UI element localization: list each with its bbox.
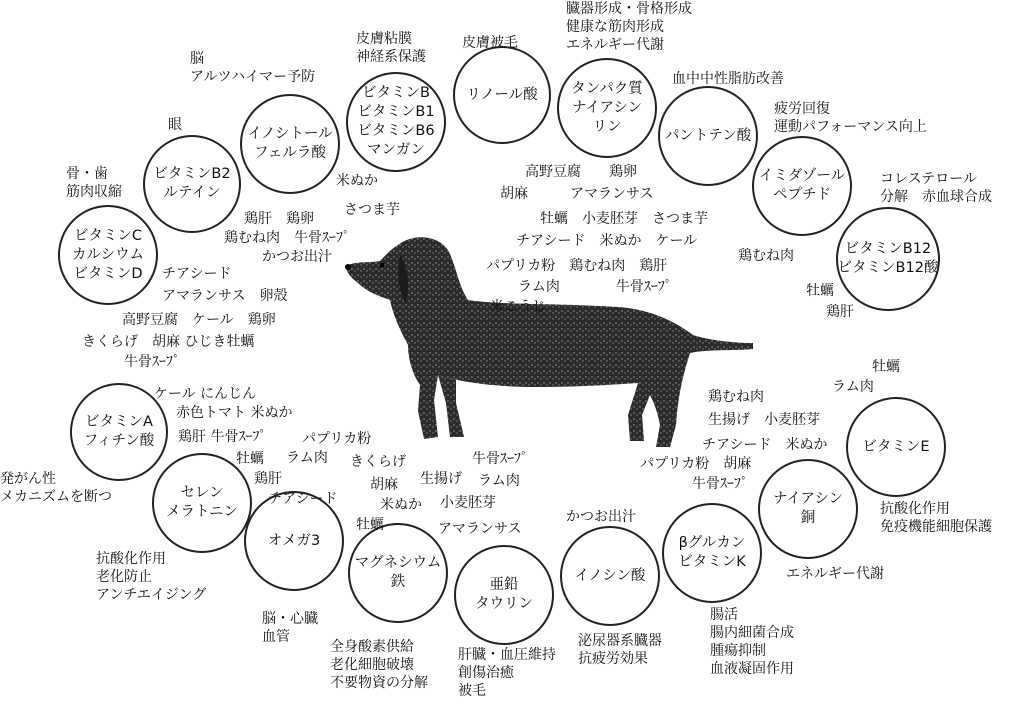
benefit-text: 腸内細菌合成 [710, 625, 794, 641]
food-text: アマランサス [438, 521, 522, 537]
benefit-text: 皮膚被毛 [462, 35, 518, 51]
benefit-text: 血中中性脂肪改善 [672, 71, 784, 87]
food-source-label [236, 450, 264, 468]
benefit-text: 血管 [262, 629, 290, 645]
benefit-text: 骨・歯 [66, 166, 108, 182]
nutrient-name: ビタミンB6 [357, 123, 435, 139]
food-source-label [540, 210, 708, 228]
food-source-label [440, 494, 496, 512]
nutrient-name: ナイアシン [772, 491, 844, 507]
benefit-note-selenium-melatonin [96, 550, 206, 604]
benefit-text: 眼 [168, 117, 182, 133]
food-source-label [708, 388, 764, 406]
benefit-note-vitamin-e [880, 500, 992, 536]
nutrient-name: イノシトール [247, 126, 333, 142]
food-text: 米こうじ [490, 299, 546, 315]
nutrient-name: 鉄 [390, 574, 406, 590]
benefit-text: 抗酸化作用 [96, 551, 166, 567]
food-text: 鶏肝 牛骨ｽｰﾌﾟ [178, 429, 267, 445]
food-source-label [344, 201, 400, 219]
nutrient-name: ビタミンC [73, 227, 143, 244]
food-text: 胡麻 アマランサス [500, 186, 654, 202]
benefit-note-inosinic-acid [578, 632, 662, 668]
food-text: 鶏むね肉 牛骨ｽｰﾌﾟ [224, 230, 350, 246]
nutrient-circle-zinc-taurine [454, 545, 554, 645]
nutrient-circle-pantothenic-acid [658, 86, 758, 186]
benefit-text: 肝臓・血圧維持 [458, 647, 556, 663]
benefit-text: 発がん性 [0, 471, 56, 487]
nutrient-name: タンパク質 [571, 80, 643, 97]
nutrient-name: ビタミンB12 [844, 241, 932, 257]
nutrient-name: フィチン酸 [83, 433, 155, 449]
food-text: アマランサス 卵殻 [162, 288, 288, 304]
nutrient-name: マグネシウム [354, 555, 442, 571]
nutrient-circle-vitamin-e [846, 397, 946, 497]
food-text: 牛骨ｽｰﾌﾟ [692, 476, 748, 492]
benefit-note-omega3 [262, 610, 318, 646]
food-text: 胡麻 [370, 477, 398, 493]
benefit-note-imidazole-peptide [774, 100, 927, 136]
food-text: きくらげ [350, 454, 406, 470]
food-source-label [350, 453, 406, 471]
food-source-label [566, 508, 636, 526]
benefit-text: 不要物資の分解 [330, 675, 428, 691]
food-text: 小麦胚芽 [440, 495, 496, 511]
benefit-text: 抗疲労効果 [578, 651, 648, 667]
food-source-label [438, 520, 521, 538]
food-text: 米ぬか [336, 173, 378, 189]
benefit-note-vitamin-b-manganese [356, 30, 426, 66]
nutrient-name: イノシン酸 [574, 567, 646, 584]
nutrient-name: ビタミンB1 [357, 104, 435, 120]
food-source-label [162, 287, 287, 305]
nutrient-circle-linoleic-acid [453, 46, 551, 144]
food-source-label [154, 385, 256, 403]
nutrient-circle-selenium-melatonin [152, 453, 252, 553]
benefit-text: 運動パフォーマンス向上 [774, 119, 927, 135]
benefit-text: 腫瘍抑制 [710, 643, 766, 659]
food-source-label [244, 210, 314, 228]
benefit-text: エネルギー代謝 [566, 37, 664, 53]
nutrient-name: 銅 [800, 510, 816, 526]
food-text: 牡蠣 [872, 359, 900, 375]
food-source-label [518, 278, 672, 296]
food-text: 鶏肝 [254, 471, 282, 487]
food-source-label [302, 430, 371, 448]
nutrient-name: リン [592, 118, 622, 135]
benefit-note-pantothenic-acid [672, 70, 784, 88]
benefit-note-protein-niacin-phosphorus [566, 0, 692, 54]
food-source-label [178, 428, 266, 446]
food-text: チアシード [268, 491, 338, 507]
food-text: 生揚げ [420, 471, 462, 487]
food-source-label [640, 455, 751, 473]
food-source-label [472, 450, 528, 468]
food-source-label [420, 470, 462, 488]
nutrient-name: ペプチド [773, 187, 831, 203]
food-source-label [872, 358, 900, 376]
nutrient-circle-inositol-ferulic [240, 94, 340, 194]
food-source-label [162, 265, 231, 283]
food-source-label [826, 303, 854, 321]
food-source-label [500, 185, 653, 203]
nutrient-circle-vitamin-b12 [836, 207, 940, 311]
benefit-text: アンチエイジング [96, 587, 207, 603]
nutrient-name: イミダゾール [758, 168, 846, 184]
benefit-note-magnesium-iron [330, 638, 428, 692]
food-source-label [286, 449, 328, 467]
food-text: チアシード [162, 266, 232, 282]
benefit-text: メカニズムを断つ [0, 489, 112, 505]
food-text: 高野豆腐 ケール 鶏卵 [122, 312, 276, 328]
food-text: ラム肉 牛骨ｽｰﾌﾟ [518, 279, 672, 295]
nutrient-name: マンガン [367, 142, 425, 158]
food-source-label [516, 232, 697, 250]
food-text: ラム肉 [286, 450, 328, 466]
food-text: ラム肉 [832, 379, 874, 395]
benefit-text: 被毛 [458, 683, 486, 699]
food-text: チアシード 米ぬか [702, 437, 828, 453]
nutrient-circle-beta-glucan-vitamin-k [662, 503, 762, 603]
nutrient-name: メラトニン [166, 504, 238, 520]
food-text: ケール にんじん [154, 386, 257, 402]
food-source-label [478, 472, 520, 490]
nutrient-name: ビタミンA [85, 414, 153, 430]
benefit-text: 血液凝固作用 [710, 661, 794, 677]
food-source-label [356, 516, 384, 534]
benefit-text: 臓器形成・骨格形成 [566, 1, 692, 17]
benefit-text: 腸活 [710, 607, 738, 623]
food-text: 鶏肝 [826, 304, 854, 320]
benefit-text: 泌尿器系臓器 [578, 633, 662, 649]
food-source-label [82, 333, 254, 351]
benefit-note-zinc-taurine [458, 646, 556, 700]
benefit-text: 抗酸化作用 [880, 501, 950, 517]
benefit-note-vitamin-a-phytic [0, 470, 112, 506]
benefit-text: コレステロール [880, 171, 978, 187]
food-source-label [486, 257, 667, 275]
benefit-text: 皮膚粘膜 [356, 31, 412, 47]
food-text: 牛骨ｽｰﾌﾟ [472, 451, 528, 467]
benefit-text: 脳 [190, 51, 204, 67]
food-text: パプリカ粉 鶏むね肉 鶏肝 [486, 258, 668, 274]
food-text: パプリカ粉 [302, 431, 372, 447]
food-source-label [262, 248, 332, 266]
food-text: チアシード 米ぬか ケール [516, 233, 698, 249]
nutrient-circle-niacin-copper [758, 459, 858, 559]
food-source-label [702, 436, 827, 454]
nutrient-name: セレン [180, 485, 224, 501]
food-source-label [336, 172, 378, 190]
food-text: かつお出汁 [262, 249, 332, 265]
nutrient-name: フェルラ酸 [254, 145, 326, 161]
food-source-label [268, 490, 337, 508]
benefit-note-vitamin-b2-lutein [168, 116, 182, 134]
benefit-text: アルツハイマー予防 [190, 69, 316, 85]
nutrient-name: ルテイン [163, 185, 221, 201]
nutrient-name: 亜鉛 [489, 577, 519, 593]
food-text: 鶏むね肉 [708, 389, 764, 405]
benefit-text: 健康な筋肉形成 [566, 19, 664, 35]
nutrient-name: タウリン [475, 596, 533, 612]
food-text: ラム肉 [478, 473, 520, 489]
benefit-text: 老化細胞破壊 [330, 657, 414, 673]
nutrient-name: カルシウム [72, 246, 144, 263]
nutrient-name: ビタミンE [862, 438, 930, 455]
food-text: 赤色トマト 米ぬか [176, 405, 293, 421]
nutrient-circle-magnesium-iron [348, 523, 448, 623]
nutrient-name: ビタミンB2 [153, 166, 231, 182]
nutrient-circle-vitamin-b-manganese [346, 72, 446, 172]
food-text: 牡蠣 [806, 283, 834, 299]
benefit-text: 創傷治癒 [458, 665, 514, 681]
food-text: 鶏むね肉 [738, 248, 794, 264]
food-text: パプリカ粉 胡麻 [640, 456, 752, 472]
benefit-text: 神経系保護 [356, 49, 426, 65]
benefit-text: 全身酸素供給 [330, 639, 414, 655]
nutrient-name: ビタミンB12酸 [837, 260, 939, 276]
benefit-text: 脳・心臓 [262, 611, 318, 627]
benefit-text: エネルギー代謝 [786, 566, 884, 582]
nutrient-name: βグルカン [678, 535, 746, 551]
food-source-label [380, 496, 422, 514]
food-source-label [122, 311, 276, 329]
food-text: 鶏肝 鶏卵 [244, 211, 314, 227]
food-source-label [224, 229, 350, 247]
benefit-note-niacin-copper [786, 565, 884, 583]
food-source-label [738, 247, 794, 265]
food-text: 牡蠣 小麦胚芽 さつま芋 [540, 211, 708, 227]
food-source-label [806, 282, 834, 300]
food-text: 生揚げ 小麦胚芽 [708, 412, 820, 428]
food-text: 高野豆腐 鶏卵 [525, 164, 637, 180]
food-source-label [254, 470, 282, 488]
benefit-note-beta-glucan-vitamin-k [710, 606, 794, 678]
food-text: きくらげ 胡麻 ひじき牡蠣 [82, 334, 255, 350]
benefit-text: 老化防止 [96, 569, 152, 585]
nutrient-name: リノール酸 [466, 86, 538, 103]
food-text: 牛骨ｽｰﾌﾟ [124, 354, 180, 370]
benefit-text: 筋肉収縮 [66, 184, 122, 200]
nutrient-circle-vitamin-c-calcium-d [58, 205, 158, 305]
food-source-label [176, 404, 292, 422]
benefit-note-vitamin-b12 [880, 170, 992, 206]
food-source-label [708, 411, 820, 429]
food-text: 米ぬか [380, 497, 422, 513]
nutrient-name: ビタミンD [73, 265, 143, 282]
food-text: さつま芋 [344, 202, 400, 218]
benefit-note-inositol-ferulic [190, 50, 315, 86]
nutrient-circle-vitamin-b2-lutein [143, 135, 241, 233]
benefit-text: 分解 赤血球合成 [880, 189, 992, 205]
nutrient-name: パントテン酸 [664, 127, 752, 144]
food-source-label [525, 163, 637, 181]
food-text: 牡蠣 [356, 517, 384, 533]
food-source-label [832, 378, 874, 396]
nutrient-name: オメガ3 [267, 532, 321, 549]
nutrient-name: ナイアシン [571, 99, 643, 116]
food-source-label [124, 353, 180, 371]
food-text: 牡蠣 [236, 451, 264, 467]
benefit-note-vitamin-c-calcium-d [66, 165, 122, 201]
nutrient-circle-protein-niacin-phosphorus [557, 58, 657, 158]
food-source-label [370, 476, 398, 494]
nutrient-name: ビタミンK [678, 554, 746, 570]
benefit-note-linoleic-acid [462, 34, 518, 52]
nutrient-name: ビタミンB [362, 85, 430, 101]
benefit-text: 免疫機能細胞保護 [880, 519, 992, 535]
food-source-label [692, 475, 748, 493]
food-text: かつお出汁 [566, 509, 636, 525]
benefit-text: 疲労回復 [774, 101, 830, 117]
nutrient-circle-inosinic-acid [560, 526, 660, 626]
food-source-label [490, 298, 546, 316]
nutrient-circle-imidazole-peptide [752, 136, 852, 236]
